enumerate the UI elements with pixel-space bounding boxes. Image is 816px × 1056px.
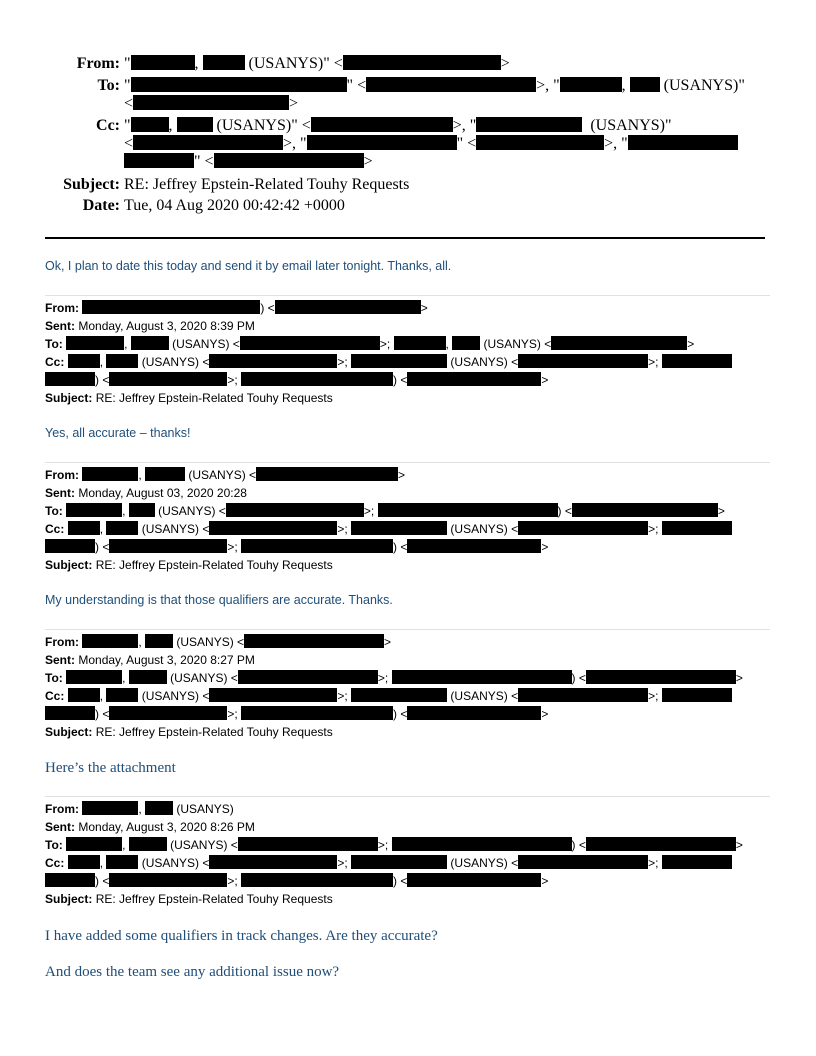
- cc-label: Cc:: [45, 856, 65, 870]
- sent-line: Sent: Monday, August 03, 2020 20:28: [45, 486, 247, 500]
- sent-line: Sent: Monday, August 3, 2020 8:26 PM: [45, 820, 255, 834]
- subject-line: Subject: RE: Jeffrey Epstein-Related Touhy Requests: [45, 558, 333, 572]
- redaction: [66, 670, 122, 684]
- redaction: [343, 55, 501, 70]
- to-line: To: , (USANYS) < >; , (USANYS) < >: [45, 337, 695, 351]
- redaction: [452, 336, 480, 350]
- cc-line: Cc: , (USANYS) < >; (USANYS) < >;: [45, 520, 732, 538]
- from-line: From: , (USANYS) < >: [45, 635, 392, 649]
- redaction: [394, 336, 446, 350]
- redaction: [586, 837, 736, 851]
- redaction: [133, 95, 289, 110]
- to-value-line2: < >: [124, 95, 299, 112]
- sent-line: Sent: Monday, August 3, 2020 8:39 PM: [45, 319, 255, 333]
- redaction: [66, 336, 124, 350]
- from-value: " , (USANYS)" < >: [124, 55, 510, 72]
- email-3-body: Here’s the attachment: [45, 760, 176, 776]
- redaction: [131, 77, 347, 92]
- from-line: From: , (USANYS) < >: [45, 468, 406, 482]
- top-message: Ok, I plan to date this today and send it by email later tonight. Thanks, all.: [45, 259, 452, 273]
- cc-label: Cc:: [45, 522, 65, 536]
- redaction: [518, 354, 648, 368]
- email-2-body: My understanding is that those qualifiers are accurate. Thanks.: [45, 593, 393, 607]
- redaction: [124, 153, 194, 168]
- redaction: [45, 706, 95, 720]
- sent-line: Sent: Monday, August 3, 2020 8:27 PM: [45, 653, 255, 667]
- redaction: [551, 336, 687, 350]
- redaction: [131, 117, 169, 132]
- redaction: [366, 77, 536, 92]
- redaction: [407, 372, 541, 386]
- redaction: [131, 55, 195, 70]
- subject-value: RE: Jeffrey Epstein-Related Touhy Requests: [124, 176, 410, 193]
- from-line: From: , (USANYS): [45, 802, 234, 816]
- redaction: [145, 801, 173, 815]
- redaction: [351, 688, 447, 702]
- redaction: [518, 855, 648, 869]
- redaction: [109, 706, 227, 720]
- redaction: [68, 354, 100, 368]
- redaction: [238, 670, 378, 684]
- divider: [45, 462, 770, 463]
- to-label: To:: [97, 77, 120, 94]
- redaction: [630, 77, 660, 92]
- divider: [45, 295, 770, 296]
- redaction: [129, 670, 167, 684]
- redaction: [68, 688, 100, 702]
- header-divider: [45, 237, 765, 239]
- redaction: [109, 873, 227, 887]
- cc-line-2: ) < >; ) < >: [45, 371, 548, 389]
- redaction: [351, 354, 447, 368]
- redaction: [129, 837, 167, 851]
- cc-value-line1: " , (USANYS)" < >, " (USANYS)": [124, 117, 672, 134]
- redaction: [82, 300, 260, 314]
- redaction: [129, 503, 155, 517]
- to-value-line1: " " < >, " , (USANYS)": [124, 77, 745, 94]
- from-line: From: ) < >: [45, 301, 428, 315]
- subject-line: Subject: RE: Jeffrey Epstein-Related Touhy Requests: [45, 725, 333, 739]
- date-value: Tue, 04 Aug 2020 00:42:42 +0000: [124, 197, 345, 214]
- redaction: [351, 855, 447, 869]
- to-line: To: , (USANYS) < >; ) < >: [45, 838, 743, 852]
- email-1-body: Yes, all accurate – thanks!: [45, 426, 191, 440]
- divider: [45, 629, 770, 630]
- redaction: [560, 77, 622, 92]
- redaction: [45, 539, 95, 553]
- redaction: [177, 117, 213, 132]
- redaction: [45, 372, 95, 386]
- redaction: [476, 135, 604, 150]
- redaction: [68, 521, 100, 535]
- redaction: [45, 873, 95, 887]
- subject-label: Subject:: [63, 176, 120, 193]
- redaction: [82, 467, 138, 481]
- redaction: [209, 354, 337, 368]
- redaction: [106, 688, 138, 702]
- redaction: [476, 117, 582, 132]
- redaction: [209, 855, 337, 869]
- redaction: [131, 336, 169, 350]
- redaction: [407, 706, 541, 720]
- redaction: [214, 153, 364, 168]
- redaction: [241, 706, 393, 720]
- subject-line: Subject: RE: Jeffrey Epstein-Related Touhy Requests: [45, 892, 333, 906]
- redaction: [311, 117, 453, 132]
- redaction: [238, 837, 378, 851]
- redaction: [378, 503, 558, 517]
- redaction: [628, 135, 738, 150]
- redaction: [662, 354, 732, 368]
- cc-line-2: ) < >; ) < >: [45, 705, 548, 723]
- subject-line: Subject: RE: Jeffrey Epstein-Related Touhy Requests: [45, 391, 333, 405]
- redaction: [407, 539, 541, 553]
- redaction: [662, 688, 732, 702]
- cc-line: Cc: , (USANYS) < >; (USANYS) < >;: [45, 854, 732, 872]
- cc-line: Cc: , (USANYS) < >; (USANYS) < >;: [45, 687, 732, 705]
- email-4-body: I have added some qualifiers in track changes. Are they accurate?: [45, 928, 438, 944]
- divider: [45, 796, 770, 797]
- redaction: [106, 354, 138, 368]
- redaction: [241, 372, 393, 386]
- redaction: [68, 855, 100, 869]
- redaction: [407, 873, 541, 887]
- redaction: [145, 467, 185, 481]
- redaction: [662, 521, 732, 535]
- to-line: To: , (USANYS) < >; ) < >: [45, 671, 743, 685]
- redaction: [586, 670, 736, 684]
- cc-line-2: ) < >; ) < >: [45, 538, 548, 556]
- redaction: [226, 503, 364, 517]
- redaction: [275, 300, 421, 314]
- redaction: [351, 521, 447, 535]
- redaction: [66, 503, 122, 517]
- to-line: To: , (USANYS) < >; ) < >: [45, 504, 725, 518]
- redaction: [109, 539, 227, 553]
- redaction: [145, 634, 173, 648]
- redaction: [203, 55, 245, 70]
- redaction: [209, 521, 337, 535]
- cc-line: Cc: , (USANYS) < >; (USANYS) < >;: [45, 353, 732, 371]
- redaction: [256, 467, 398, 481]
- email-4-body-2: And does the team see any additional issue now?: [45, 964, 340, 980]
- redaction: [82, 801, 138, 815]
- redaction: [518, 688, 648, 702]
- redaction: [392, 837, 572, 851]
- cc-value-line3: " < >: [124, 152, 373, 172]
- cc-label: Cc:: [45, 355, 65, 369]
- redaction: [66, 837, 122, 851]
- redaction: [241, 539, 393, 553]
- cc-value-line2: < >, " " < >, ": [124, 134, 738, 154]
- redaction: [244, 634, 384, 648]
- redaction: [209, 688, 337, 702]
- redaction: [307, 135, 457, 150]
- redaction: [518, 521, 648, 535]
- redaction: [240, 336, 380, 350]
- cc-label: Cc:: [45, 689, 65, 703]
- redaction: [82, 634, 138, 648]
- redaction: [241, 873, 393, 887]
- from-label: From:: [76, 55, 120, 72]
- redaction: [392, 670, 572, 684]
- cc-line-2: ) < >; ) < >: [45, 872, 548, 890]
- cc-label: Cc:: [96, 117, 120, 134]
- redaction: [662, 855, 732, 869]
- date-label: Date:: [82, 197, 120, 214]
- redaction: [572, 503, 718, 517]
- redaction: [106, 521, 138, 535]
- redaction: [106, 855, 138, 869]
- redaction: [109, 372, 227, 386]
- redaction: [133, 135, 283, 150]
